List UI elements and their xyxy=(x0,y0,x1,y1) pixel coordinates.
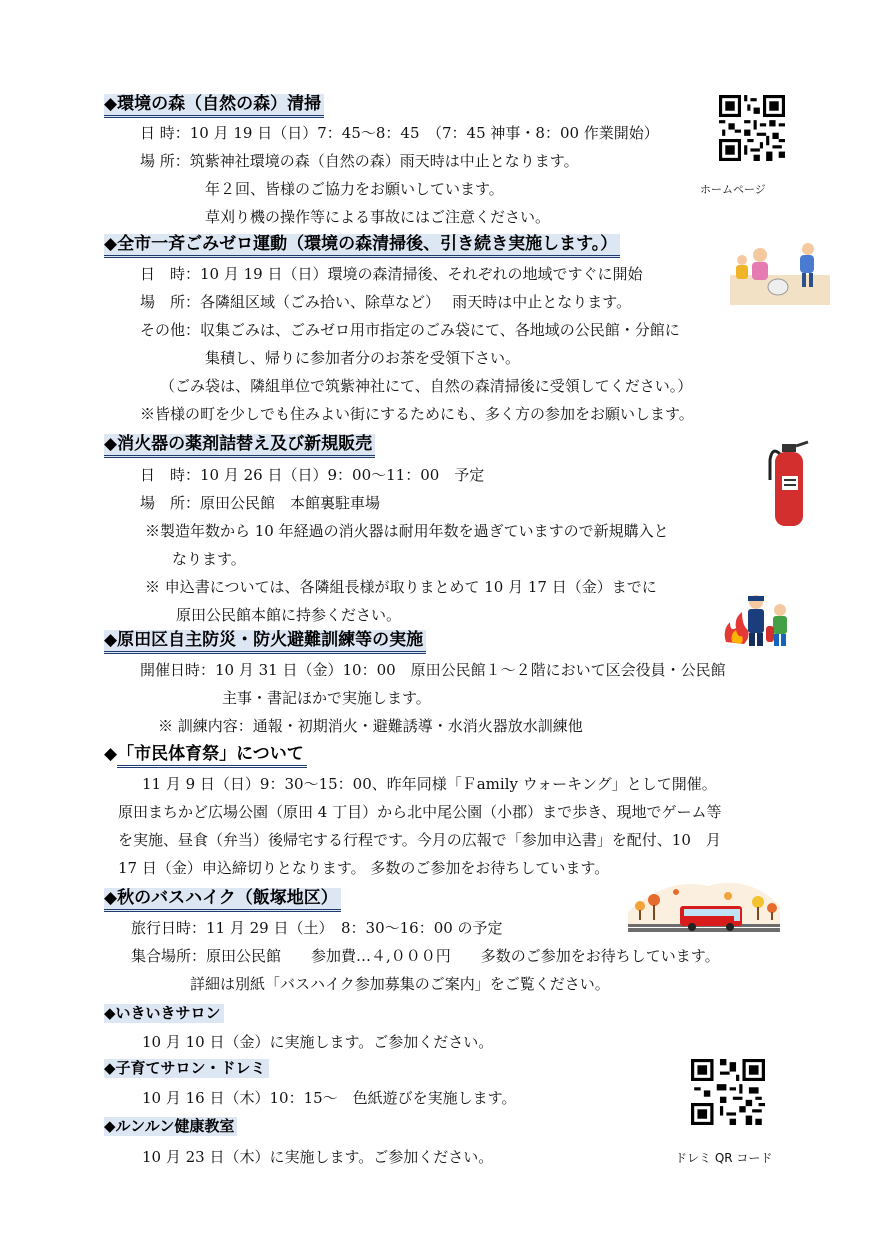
mori-line-1: 日 時：10 月 19 日（日）7：45～8：45 （7：45 神事・8：00 作業開始） xyxy=(140,124,659,142)
qr-caption-doremi: ドレミ QR コード xyxy=(675,1151,773,1165)
runrun-line-1: 10 月 23 日（木）に実施します。ご参加ください。 xyxy=(142,1148,494,1166)
bousai-line-2: 主事・書記ほかで実施します。 xyxy=(222,689,431,707)
mori-line-4: 草刈り機の操作等による事故にはご注意ください。 xyxy=(205,208,551,226)
autumn-bus-icon xyxy=(628,872,780,936)
heading-taiiku: ◆「市民体育祭」について xyxy=(104,742,307,766)
qr-code-icon xyxy=(719,95,785,161)
bus-line-2: 集合場所：原田公民館 参加費…４,０００円 多数のご参加をお待ちしています。 xyxy=(131,947,720,965)
gomi-line-1: 日 時：10 月 19 日（日）環境の森清掃後、それぞれの地域ですぐに開始 xyxy=(140,265,643,283)
gomi-line-4: 集積し、帰りに参加者分のお茶を受領下さい。 xyxy=(205,349,521,367)
shoka-line-4: なります。 xyxy=(172,550,246,568)
taiiku-line-2: 原田まちかど広場公園（原田 4 丁目）から北中尾公園（小郡）まで歩き、現地でゲーム等 xyxy=(118,803,722,821)
heading-bus: ◆秋のバスハイク（飯塚地区） xyxy=(104,886,341,910)
bousai-line-1: 開催日時：10 月 31 日（金）10：00 原田公民館１～２階において区会役員・公民館 xyxy=(140,661,726,679)
mori-line-2: 場 所：筑紫神社環境の森（自然の森）雨天時は中止となります。 xyxy=(140,152,579,170)
doremi-line-1: 10 月 16 日（木）10：15～ 色紙遊びを実施します。 xyxy=(142,1089,517,1107)
taiiku-line-3: を実施、昼食（弁当）後帰宅する行程です。今月の広報で「参加申込書」を配付、10 月 xyxy=(118,831,721,849)
qr-caption-homepage: ホームページ xyxy=(700,183,766,196)
cleanup-people-icon xyxy=(730,235,830,305)
fire-drill-icon xyxy=(718,592,800,648)
gomi-line-2: 場 所：各隣組区域（ごみ拾い、除草など） 雨天時は中止となります。 xyxy=(140,293,632,311)
heading-runrun: ◆ルンルン健康教室 xyxy=(104,1115,237,1137)
heading-bousai: ◆原田区自主防災・防火避難訓練等の実施 xyxy=(104,628,426,652)
gomi-line-6: ※皆様の町を少しでも住みよい街にするためにも、多く方の参加をお願いします。 xyxy=(140,405,694,423)
bousai-line-3: ※ 訓練内容：通報・初期消火・避難誘導・水消火器放水訓練他 xyxy=(158,717,583,735)
taiiku-line-4: 17 日（金）申込締切りとなります。 多数のご参加をお待ちしています。 xyxy=(118,859,610,877)
fire-extinguisher-icon xyxy=(766,440,812,528)
shoka-line-3: ※製造年数から 10 年経過の消火器は耐用年数を過ぎていますので新規購入と xyxy=(145,522,669,540)
shoka-line-5: ※ 申込書については、各隣組長様が取りまとめて 10 月 17 日（金）までに xyxy=(145,578,657,596)
heading-gomi: ◆全市一斉ごみゼロ運動（環境の森清掃後、引き続き実施します。） xyxy=(104,232,620,256)
shoka-line-1: 日 時：10 月 26 日（日）9：00～11：00 予定 xyxy=(140,466,485,484)
salon-line-1: 10 月 10 日（金）に実施します。ご参加ください。 xyxy=(142,1033,494,1051)
shoka-line-2: 場 所：原田公民館 本館裏駐車場 xyxy=(140,494,381,512)
gomi-line-3: その他：収集ごみは、ごみゼロ用市指定のごみ袋にて、各地域の公民館・分館に xyxy=(140,321,680,339)
shoka-line-6: 原田公民館本館に持参ください。 xyxy=(176,606,402,624)
heading-shoka: ◆消火器の薬剤詰替え及び新規販売 xyxy=(104,432,375,456)
qr-code-icon xyxy=(691,1059,765,1125)
mori-line-3: 年２回、皆様のご協力をお願いしています。 xyxy=(205,180,504,198)
gomi-line-5: （ごみ袋は、隣組単位で筑紫神社にて、自然の森清掃後に受領してください。） xyxy=(160,377,693,395)
bus-line-1: 旅行日時：11 月 29 日（土） 8：30～16：00 の予定 xyxy=(131,919,503,937)
bus-line-3: 詳細は別紙「バスハイク参加募集のご案内」をご覧ください。 xyxy=(190,975,610,993)
heading-doremi: ◆子育てサロン・ドレミ xyxy=(104,1057,269,1079)
taiiku-line-1: 11 月 9 日（日）9：30～15：00、昨年同様「Ｆamily ウォーキング」として開催。 xyxy=(142,775,717,793)
heading-salon: ◆いきいきサロン xyxy=(104,1002,224,1024)
heading-mori: ◆環境の森（自然の森）清掃 xyxy=(104,92,324,116)
